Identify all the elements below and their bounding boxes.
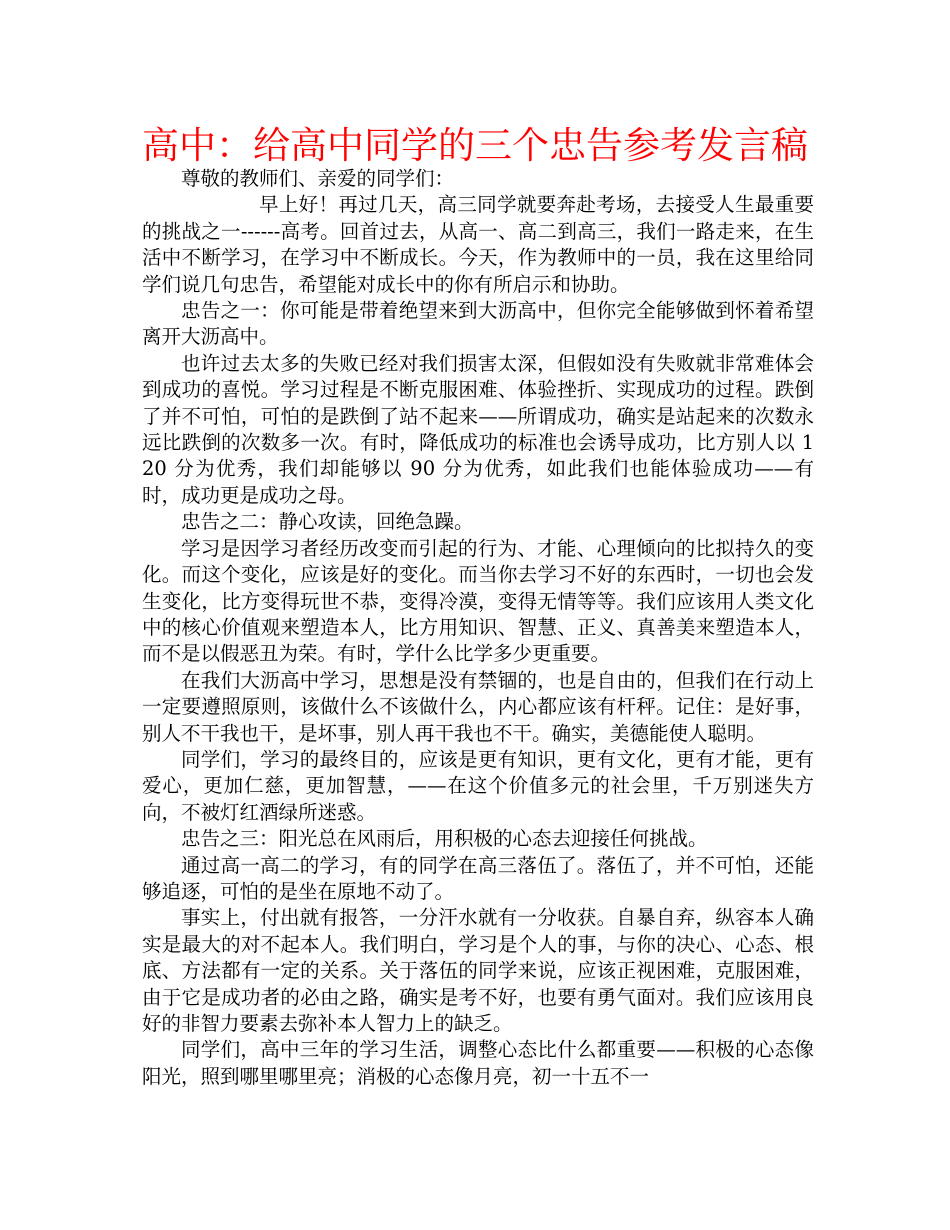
document-body [142, 166, 814, 1090]
document-title: 高中：给高中同学的三个忠告参考发言稿 [142, 124, 808, 167]
paragraph: 学习是因学习者经历改变而引起的行为、才能、心理倾向的比拟持久的变化。而这个变化，应该是好的变化。而当你去学习不好的东西时，一切也会发生变化，比方变得玩世不恭，变得冷漠，变得无情等等。我们应该用人类文化中的核心价值观来塑造本人，比方用知识、智慧、正义、真善美来塑造本人，而不是以假恶丑为荣。有时，学什么比学多少更重要。 [142, 536, 814, 666]
paragraph-advice-two: 忠告之二：静心攻读，回绝急躁。 [181, 510, 474, 534]
paragraph: 也许过去太多的失败已经对我们损害太深，但假如没有失败就非常难体会到成功的喜悦。学习过程是不断克服困难、体验挫折、实现成功的过程。跌倒了并不可怕，可怕的是跌倒了站不起来——所谓成功，确实是站起来的次数永远比跌倒的次数多一次。有时，降低成功的标准也会诱导成功，比方别人以 120 分为优秀，我们却能够以 90 分为优秀，如此我们也能体验成功——有时，成功更是成功之母。 [142, 351, 814, 507]
paragraph: 同学们，高中三年的学习生活，调整心态比什么都重要——积极的心态像阳光，照到哪里哪里亮；消极的心态像月亮，初一十五不一 [142, 1038, 814, 1088]
paragraph-salutation: 尊敬的教师们、亲爱的同学们： [181, 167, 455, 190]
paragraph: 同学们，学习的最终目的，应该是更有知识，更有文化，更有才能，更有爱心，更加仁慈，更加智慧，——在这个价值多元的社会里，千万别迷失方向，不被灯红酒绿所迷惑。 [142, 747, 814, 824]
paragraph-advice-one: 忠告之一：你可能是带着绝望来到大沥高中，但你完全能够做到怀着希望离开大沥高中。 [142, 299, 814, 349]
paragraph: 通过高一高二的学习，有的同学在高三落伍了。落伍了，并不可怕，还能够追逐，可怕的是坐在原地不动了。 [142, 853, 814, 903]
paragraph-advice-three: 忠告之三：阳光总在风雨后，用积极的心态去迎接任何挑战。 [181, 827, 708, 851]
paragraph: 事实上，付出就有报答，一分汗水就有一分收获。自暴自弃，纵容本人确实是最大的对不起本人。我们明白，学习是个人的事，与你的决心、心态、根底、方法都有一定的关系。关于落伍的同学来说，应该正视困难，克服困难，由于它是成功者的必由之路，确实是考不好，也要有勇气面对。我们应该用良好的非智力要素去弥补本人智力上的缺乏。 [142, 906, 814, 1035]
paragraph-greeting: 早上好！再过几天，高三同学就要奔赴考场，去接受人生最重要的挑战之一------高考。回首过去，从高一、高二到高三，我们一路走来，在生活中不断学习，在学习中不断成长。今天，作为教师中的一员，我在这里给同学们说几句忠告，希望能对成长中的你有所启示和协助。 [142, 193, 814, 296]
paragraph: 在我们大沥高中学习，思想是没有禁锢的，也是自由的，但我们在行动上一定要遵照原则，该做什么不该做什么，内心都应该有杆秤。记住：是好事，别人不干我也干，是坏事，别人再干我也不干。确实，美德能使人聪明。 [142, 668, 814, 745]
